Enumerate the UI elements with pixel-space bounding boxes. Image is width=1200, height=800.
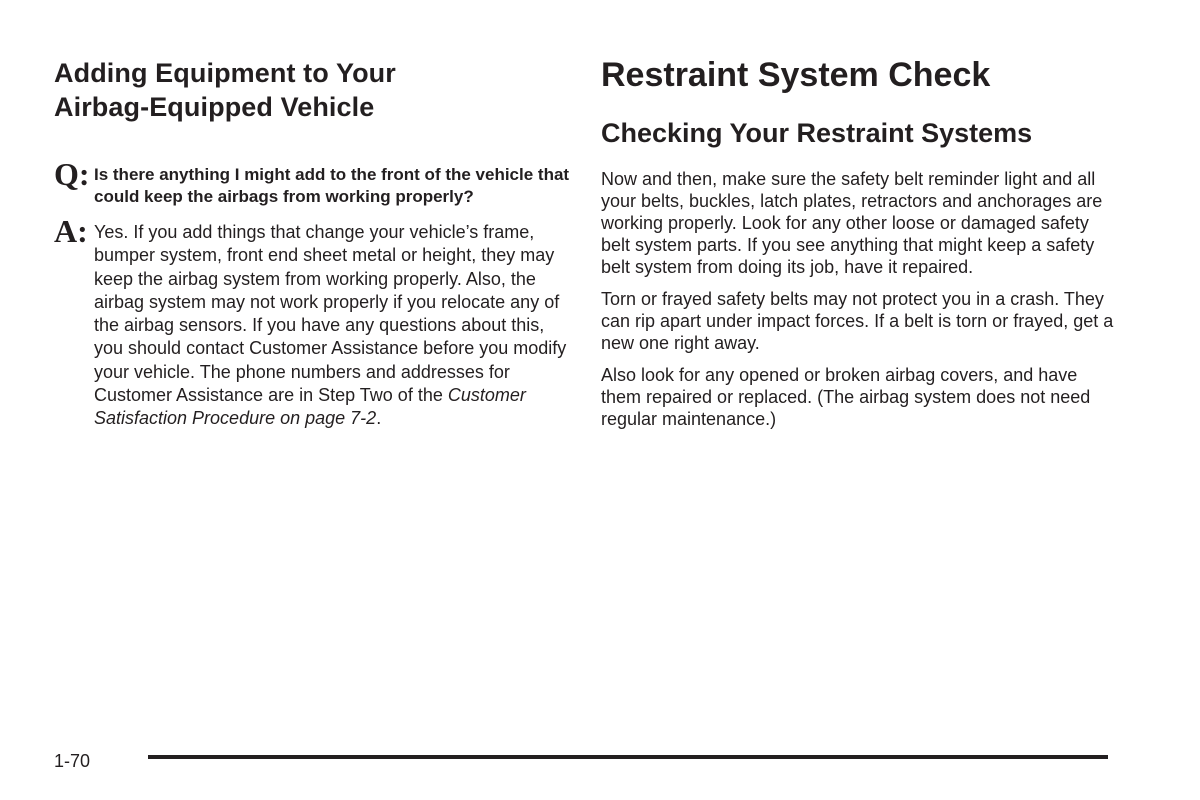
answer-block xyxy=(54,213,574,431)
right-column xyxy=(601,54,1121,430)
section-heading-checking-restraint-systems: Checking Your Restraint Systems xyxy=(601,118,1033,148)
question-text: Is there anything I might add to the front of the vehicle that could keep the airbags from working properly? xyxy=(94,165,570,206)
question-block xyxy=(54,156,574,207)
customer-satisfaction-reference: Customer Satisfaction Procedure on page 7-2 xyxy=(94,385,526,429)
answer-body: Yes. If you add things that change your vehicle’s frame, bumper system, front end sheet metal or height, they may keep the airbag system from working properly. Also, the airbag system may not work properly if you relocate any of the airbag sensors. If you have any questions about this, you should contact Customer Assistance before you modify your vehicle. The phone numbers and addresses for Customer Assistance are in Step Two of the xyxy=(94,222,567,406)
chapter-heading-restraint-system-check: Restraint System Check xyxy=(601,56,991,94)
answer-marker: A: xyxy=(54,213,88,249)
answer-end: . xyxy=(376,408,382,429)
paragraph-airbag-covers: Also look for any opened or broken airbag covers, and have them repaired or replaced. (The airbag system does not need regular maintenance.) xyxy=(601,365,1091,429)
paragraph-safety-belt-inspection: Now and then, make sure the safety belt reminder light and all your belts, buckles, latch plates, retractors and anchorages are working properly. Look for any other loose or damaged safety belt system parts. If you see anything that might keep a safety belt system from doing its job, have it repaired. xyxy=(601,169,1103,277)
heading-line-2: Airbag-Equipped Vehicle xyxy=(54,92,375,122)
section-heading-adding-equipment xyxy=(54,56,574,124)
heading-line-1: Adding Equipment to Your xyxy=(54,58,396,88)
page-number: 1-70 xyxy=(54,751,91,771)
paragraph-torn-belts: Torn or frayed safety belts may not protect you in a crash. They can rip apart under impact forces. If a belt is torn or frayed, get a new one right away. xyxy=(601,289,1114,353)
answer-text xyxy=(94,221,574,431)
question-marker: Q: xyxy=(54,156,90,192)
left-column xyxy=(54,56,574,431)
footer-rule xyxy=(148,755,1108,759)
